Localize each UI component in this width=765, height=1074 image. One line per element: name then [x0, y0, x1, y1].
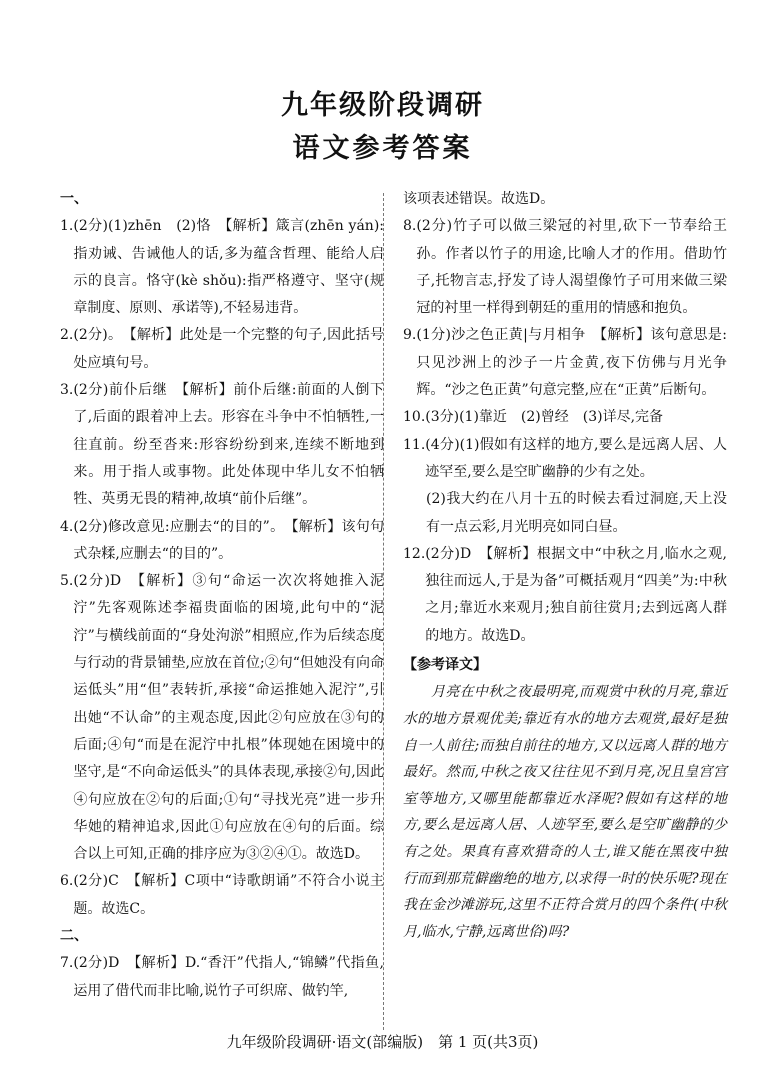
answer-item-4: [60, 514, 384, 569]
right-column: [403, 186, 727, 945]
reference-translation-text: 月亮在中秋之夜最明亮,而观赏中秋的月亮,靠近水的地方景观优美;靠近有水的地方去观赏,最好是独自一人前往;而独自前往的地方,又以远离人群的地方最好。然而,中秋之夜又往往见不到月亮,况且皇宫宫室等地方,又哪里能都靠近水泽呢?假如有这样的地方,要么是远离人居、人迹罕至,要么是空旷幽静的少有之处。果真有喜欢猎奇的人士,谁又能在黑夜中独行而到那荒僻幽绝的地方,以求得一时的快乐呢?现在我在金沙滩游玩,这里不正符合赏月的四个条件(中秋月,临水,宁静,远离世俗)吗?: [403, 684, 727, 940]
answer-text: (2分)C 【解析】C项中“诗歌朗诵”不符合小说主题。故选C。: [73, 873, 384, 917]
answer-text: (2分)(1)zhēn (2)恪 【解析】箴言(zhēn yán):指劝诫、告诫他人的话,多为蕴含哲理、能给人启示的良言。恪守(kè shǒu):指严格遵守、坚守(规章制度、原则、承诺等),不轻易违背。: [73, 218, 384, 317]
column-divider: [383, 193, 384, 1030]
answer-item-3: [60, 377, 384, 513]
answer-number: 9.: [403, 327, 417, 344]
answer-item-10: [403, 404, 727, 431]
answer-number: 1.: [60, 218, 74, 235]
answer-item-11: [403, 432, 727, 487]
answer-item-2: [60, 322, 384, 377]
answer-text: (4分)(1)假如有这样的地方,要么是远离人居、人迹罕至,要么是空旷幽静的少有之处。: [425, 436, 727, 480]
answer-number: 2.: [60, 327, 74, 344]
answer-number: 12.: [403, 545, 426, 562]
answer-number: 8.: [403, 218, 417, 235]
section-heading-1: 一、: [60, 191, 88, 207]
answer-number: 3.: [60, 382, 74, 399]
page-footer: 九年级阶段调研·语文(部编版) 第 1 页(共3页): [226, 1033, 539, 1051]
answer-number: 4.: [60, 518, 74, 535]
answer-text: (2分)D 【解析】D.“香汗”代指人,“锦鳞”代指鱼,运用了借代而非比喻,说竹子可织席、做钓竿,: [73, 955, 384, 999]
answer-number: 10.: [403, 409, 426, 426]
answer-item-12: [403, 541, 727, 650]
answer-item-9: [403, 322, 727, 404]
left-column: [60, 186, 384, 1005]
answer-7-continued: 该项表述错误。故选D。: [403, 191, 555, 207]
answer-text: (2分)修改意见:应删去“的目的”。 【解析】该句句式杂糅,应删去“的目的”。: [73, 518, 384, 562]
answer-item-7: [60, 950, 384, 1005]
answer-text: (2分)前仆后继 【解析】前仆后继:前面的人倒下了,后面的跟着冲上去。形容在斗争中不怕牺牲,一往直前。纷至沓来:形容纷纷到来,连续不断地到来。用于指人或事物。此处体现中华儿女不怕牺牲、英勇无畏的精神,故填“前仆后继”。: [73, 382, 384, 508]
answer-number: 7.: [60, 955, 74, 972]
answer-11-part-2: (2)我大约在八月十五的时候去看过洞庭,天上没有一点云彩,月光明亮如同白昼。: [426, 491, 727, 535]
answer-item-8: [403, 213, 727, 322]
answer-text: (2分)D 【解析】③句“命运一次次将她推入泥泞”先客观陈述李福贵面临的困境,此句中的“泥泞”与横线前面的“身处泃淤”相照应,作为后续态度与行动的背景铺垫,应放在首位;②句“但她没有向命运低头”用“但”表转折,承接“命运推她入泥泞”,引出她“不认命”的主观态度,因此②句应放在③句的后面;④句“而是在泥泞中扎根”体现她在困境中的坚守,是“不向命运低头”的具体表现,承接②句,因此④句应放在②句的后面;①句“寻找光亮”进一步升华她的精神追求,因此①句应放在④句的后面。综合以上可知,正确的排序应为③②④①。故选D。: [73, 573, 384, 863]
answer-text: (2分)。 【解析】此处是一个完整的句子,因此括号处应填句号。: [73, 327, 384, 371]
reference-translation-heading: 【参考译文】: [403, 657, 487, 674]
answer-text: (3分)(1)靠近 (2)曾经 (3)详尽,完备: [425, 409, 664, 426]
answer-text: (2分)竹子可以做三梁冠的衬里,砍下一节奉给王孙。作者以竹子的用途,比喻人才的作用。借助竹子,托物言志,抒发了诗人渴望像竹子可用来做三梁冠的衬里一样得到朝廷的重用的情感和抱负。: [416, 218, 727, 317]
answer-number: 11.: [403, 436, 426, 453]
answer-text: (1分)沙之色正黄|与月相争 【解析】该句意思是:只见沙洲上的沙子一片金黄,夜下仿佛与月光争辉。“沙之色正黄”句意完整,应在“正黄”后断句。: [416, 327, 727, 399]
section-heading-2: 二、: [60, 928, 88, 945]
answer-item-1: [60, 213, 384, 322]
answer-number: 6.: [60, 873, 74, 890]
answer-item-6: [60, 868, 384, 923]
page-subtitle: 语文参考答案: [292, 133, 473, 164]
answer-item-5: [60, 568, 384, 868]
page-title: 九年级阶段调研: [281, 90, 484, 121]
answer-text: (2分)D 【解析】根据文中“中秋之月,临水之观,独往而远人,于是为备”可概括观月“四美”为:中秋之月;靠近水来观月;独自前往赏月;去到远离人群的地方。故选D。: [425, 545, 727, 644]
answer-number: 5.: [60, 573, 74, 590]
